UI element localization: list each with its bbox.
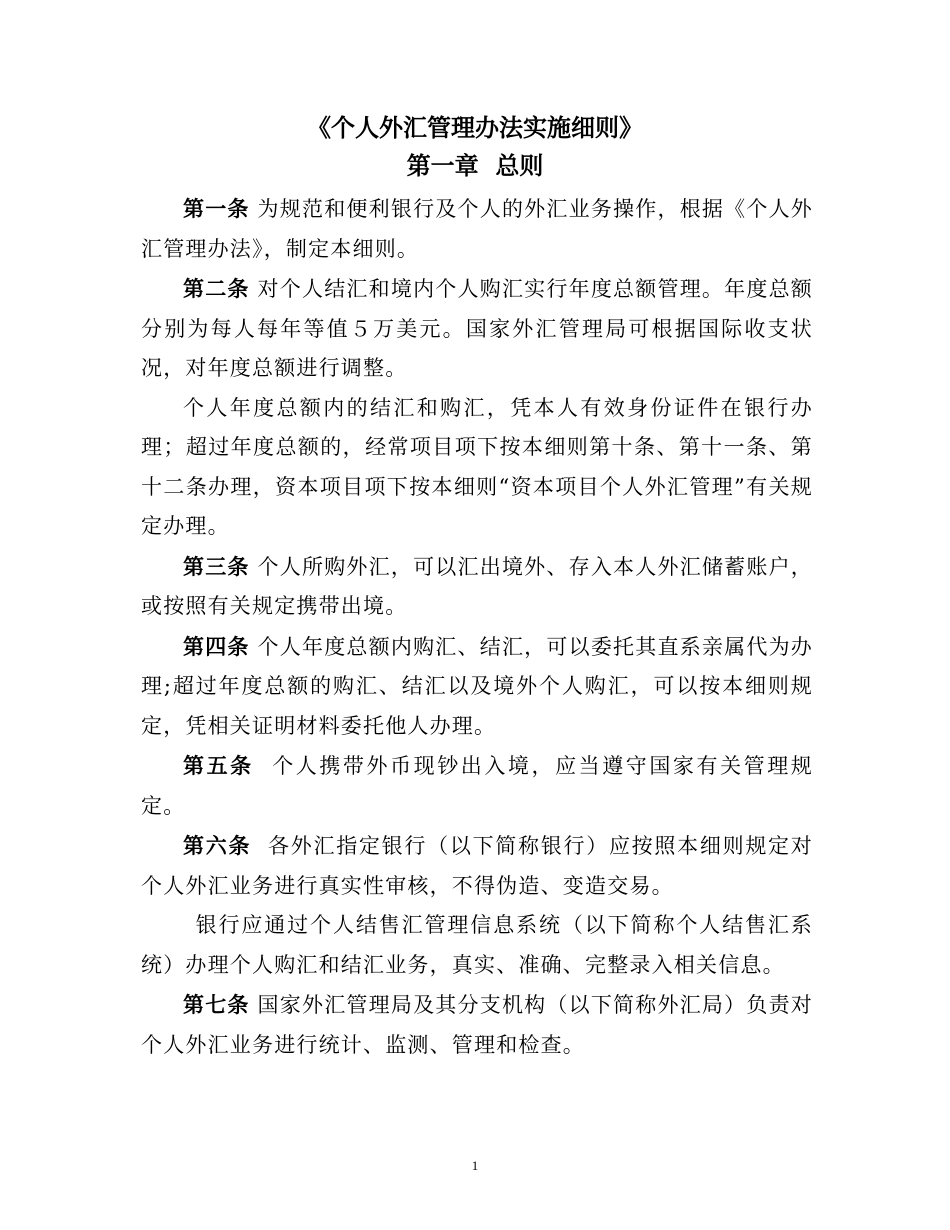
article-2-paragraph-2 xyxy=(141,389,813,547)
chapter-title: 第一章 总则 xyxy=(406,151,544,180)
article-6 xyxy=(141,826,813,906)
article-2 xyxy=(141,269,813,389)
document-title: 《个人外汇管理办法实施细则》 xyxy=(307,113,643,142)
article-label: 第二条 xyxy=(183,276,250,301)
article-text: 个人所购外汇，可以汇出境外、存入本人外汇储蓄账户，或按照有关规定携带出境。 xyxy=(141,554,813,618)
paragraph-text: 银行应通过个人结售汇管理信息系统（以下简称个人结售汇系统）办理个人购汇和结汇业务，真实、准确、完整录入相关信息。 xyxy=(141,913,813,977)
article-label: 第六条 xyxy=(183,833,252,858)
page-number: 1 xyxy=(471,1158,479,1173)
article-text: 各外汇指定银行（以下简称银行）应按照本细则规定对个人外汇业务进行真实性审核，不得伪造、变造交易。 xyxy=(141,834,813,898)
article-6-paragraph-2 xyxy=(141,906,813,985)
article-text: 个人携带外币现钞出入境，应当遵守国家有关管理规定。 xyxy=(141,754,813,818)
article-label: 第四条 xyxy=(183,633,250,659)
article-label: 第七条 xyxy=(183,992,250,1017)
article-1 xyxy=(141,189,813,269)
article-4 xyxy=(141,627,813,747)
article-text: 为规范和便利银行及个人的外汇业务操作，根据《个人外汇管理办法》，制定本细则。 xyxy=(141,197,813,261)
article-5 xyxy=(141,746,813,826)
document-body xyxy=(141,189,813,1065)
article-text: 国家外汇管理局及其分支机构（以下简称外汇局）负责对个人外汇业务进行统计、监测、管理和检查。 xyxy=(141,993,813,1057)
article-label: 第三条 xyxy=(183,553,250,579)
article-text: 对个人结汇和境内个人购汇实行年度总额管理。年度总额分别为每人每年等值５万美元。国家外汇管理局可根据国际收支状况，对年度总额进行调整。 xyxy=(141,277,813,380)
paragraph-text: 个人年度总额内的结汇和购汇，凭本人有效身份证件在银行办理；超过年度总额的，经常项目项下按本细则第十条、第十一条、第十二条办理，资本项目项下按本细则“资本项目个人外汇管理”有关规定办理。 xyxy=(141,395,813,538)
article-label: 第五条 xyxy=(183,753,254,778)
article-label: 第一条 xyxy=(183,196,250,221)
article-7 xyxy=(141,985,813,1065)
article-text: 个人年度总额内购汇、结汇，可以委托其直系亲属代为办理;超过年度总额的购汇、结汇以及境外个人购汇，可以按本细则规定，凭相关证明材料委托他人办理。 xyxy=(141,634,813,738)
article-3 xyxy=(141,547,813,627)
